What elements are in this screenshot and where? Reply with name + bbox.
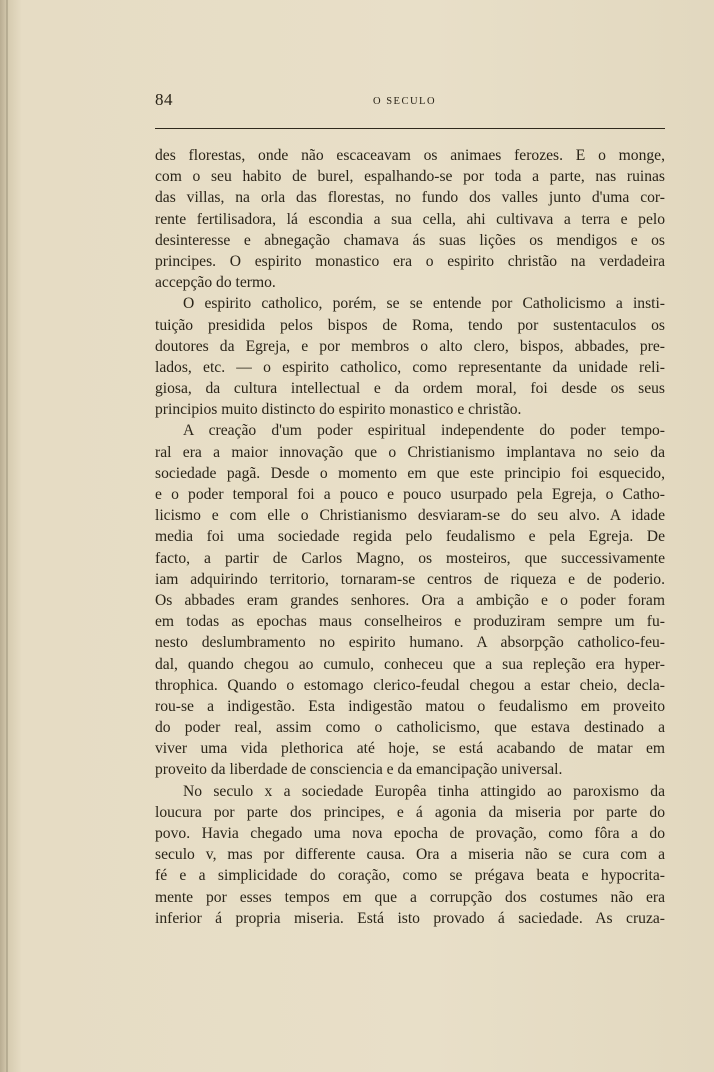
text-line: nesto deslumbramento no espirito humano. A absorpção catholico-feu- [155, 634, 665, 652]
text-line: doutores da Egreja, e por membros o alto clero, bispos, abbades, pre- [155, 337, 665, 355]
text-line: loucura por parte dos principes, e á agonia da miseria por parte do [155, 803, 665, 821]
text-line: licismo e com elle o Christianismo desviaram-se do seu alvo. A idade [155, 507, 665, 525]
paragraph-start-line: O espirito catholico, porém, se se entende por Catholicismo a insti- [183, 295, 665, 313]
text-line: giosa, da cultura intellectual e da ordem moral, foi desde os seus [155, 380, 665, 398]
header-rule [155, 128, 665, 129]
text-line: povo. Havia chegado uma nova epocha de provação, como fôra a do [155, 825, 665, 842]
text-line: principes. O espirito monastico era o espirito christão na verdadeira [155, 252, 665, 270]
page-header [155, 90, 665, 114]
text-line: das villas, na orla das florestas, no fundo dos valles junto d'uma cor- [155, 189, 665, 207]
running-title: O SECULO [373, 96, 437, 107]
text-line: com o seu habito de burel, espalhando-se por toda a parte, nas ruinas [155, 168, 665, 186]
text-line: throphica. Quando o estomago clerico-feudal chegou a estar cheio, decla- [155, 676, 665, 694]
text-line: proveito da liberdade de consciencia e da emancipação universal. [155, 761, 563, 779]
text-line: e o poder temporal foi a pouco e pouco usurpado pela Egreja, o Catho- [155, 486, 665, 503]
text-line: des florestas, onde não escaceavam os animaes ferozes. E o monge, [155, 147, 665, 164]
text-line: rou-se a indigestão. Esta indigestão matou o feudalismo em proveito [155, 697, 665, 715]
text-line: seculo v, mas por differente causa. Ora a miseria não se cura com a [155, 846, 665, 864]
text-line: do poder real, assim como o catholicismo, que estava destinado a [155, 719, 665, 737]
text-line: tuição presidida pelos bispos de Roma, tendo por sustentaculos os [155, 316, 665, 334]
paragraph-start-line: A creação d'um poder espiritual independente do poder tempo- [183, 422, 665, 440]
text-line: media foi uma sociedade regida pelo feudalismo e pela Egreja. De [155, 528, 665, 546]
text-line: ral era a maior innovação que o Christianismo implantava no seio da [155, 443, 665, 461]
text-line: desinteresse e abnegação chamava ás suas lições os mendigos e os [155, 231, 665, 249]
body-text [155, 145, 665, 929]
text-line: rente fertilisadora, lá escondia a sua cella, ahi cultivava a terra e pelo [155, 210, 665, 228]
text-line: fé e a simplicidade do coração, como se prégava beata e hypocrita- [155, 867, 665, 885]
text-line: lados, etc. — o espirito catholico, como representante da unidade reli- [155, 358, 665, 376]
page-number: 84 [155, 90, 173, 109]
text-line: facto, a partir de Carlos Magno, os mosteiros, que successivamente [155, 549, 665, 567]
text-line: viver uma vida plethorica até hoje, se está acabando de matar em [155, 740, 665, 758]
text-line: Os abbades eram grandes senhores. Ora a ambição e o poder foram [155, 591, 665, 609]
text-line: accepção do termo. [155, 274, 276, 292]
text-line: iam adquirindo territorio, tornaram-se centros de riqueza e de poderio. [155, 570, 665, 588]
text-line: sociedade pagã. Desde o momento em que este principio foi esquecido, [155, 464, 665, 482]
text-line: mente por esses tempos em que a corrupção dos costumes não era [155, 888, 665, 906]
text-line: principios muito distincto do espirito monastico e christão. [155, 401, 522, 419]
paragraph-start-line: No seculo x a sociedade Europêa tinha attingido ao paroxismo da [183, 782, 665, 800]
text-line: dal, quando chegou ao cumulo, conheceu que a sua repleção era hyper- [155, 655, 665, 673]
text-line: em todas as epochas maus conselheiros e produziram sempre um fu- [155, 613, 665, 631]
text-line: inferior á propria miseria. Está isto provado á saciedade. As cruza- [155, 909, 665, 927]
